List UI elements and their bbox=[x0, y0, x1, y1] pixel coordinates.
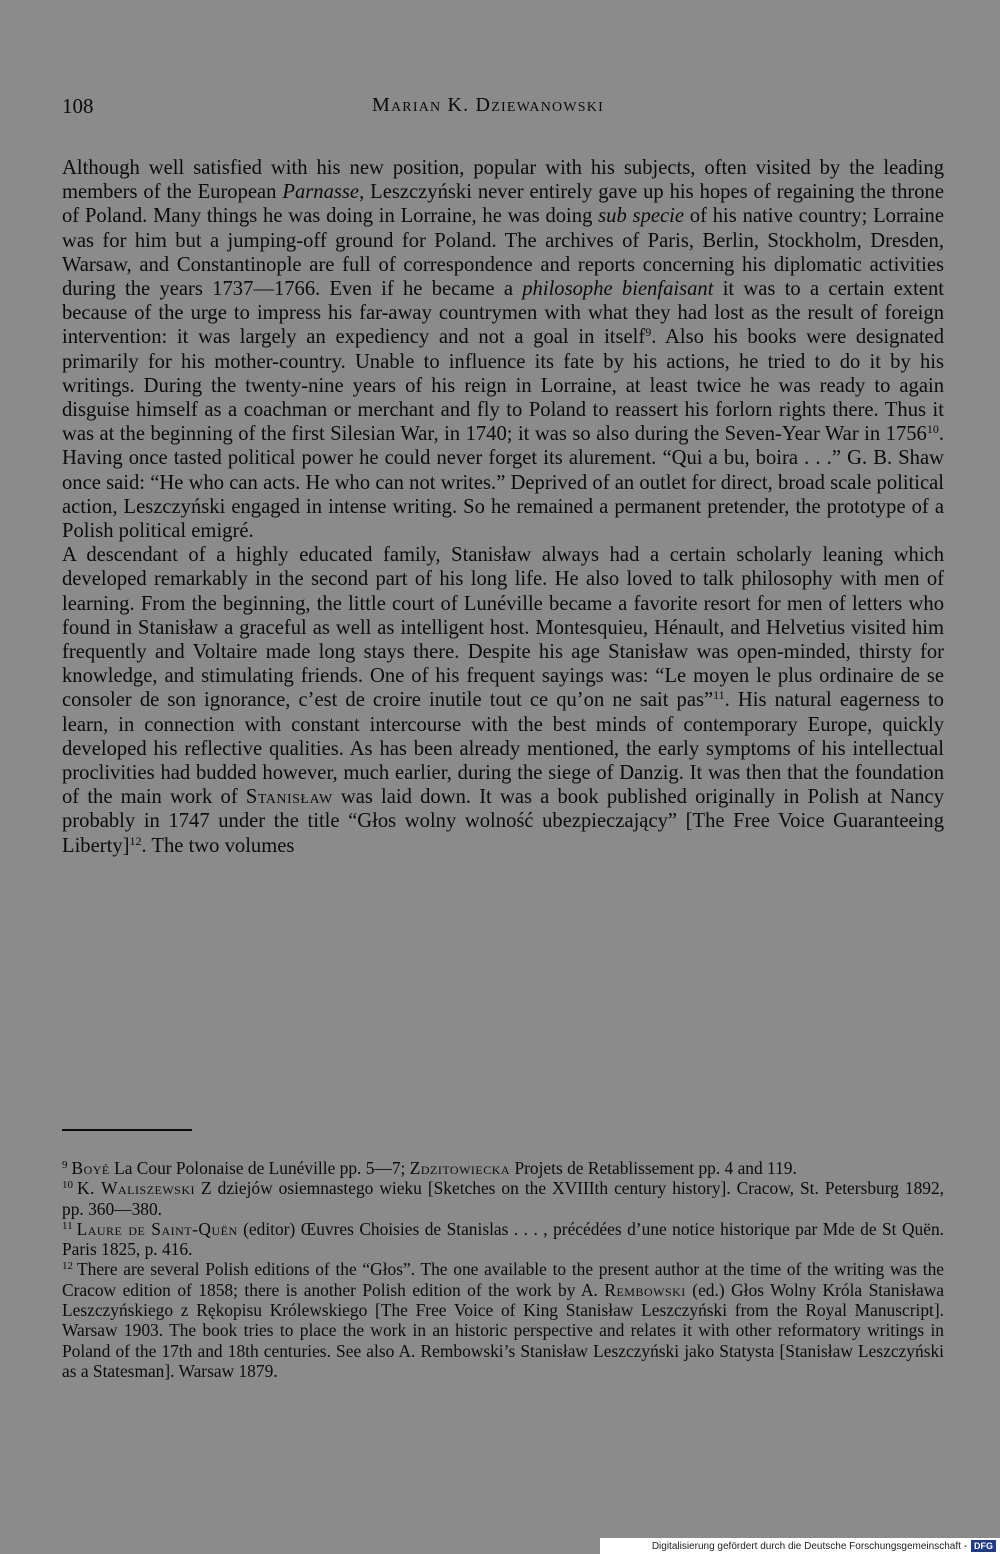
footnote-mark: 9 bbox=[62, 1159, 68, 1171]
text-span: was laid down. It was a book published originally in Polish at Nancy probably in 1747 under the title “Głos wolny wolność ubezpieczający” [The Free Voice Guaranteeing Liberty] bbox=[62, 786, 944, 857]
footnote-ref-12[interactable]: 12 bbox=[129, 833, 142, 848]
footnote-author: Rembowski bbox=[604, 1279, 686, 1300]
footnote-ref-10[interactable]: 10 bbox=[926, 422, 939, 437]
text-span: . The two volumes bbox=[141, 834, 295, 857]
footnotes bbox=[62, 1158, 944, 1381]
footnote-ref-9[interactable]: 9 bbox=[645, 325, 652, 340]
footnote-author: K. Waliszewski bbox=[77, 1178, 195, 1199]
italic-term: sub specie bbox=[598, 205, 685, 228]
paragraph-1 bbox=[62, 156, 944, 543]
text-span: . His natural eagerness to learn, in connection with constant intercourse with the best minds of contemporary Europe, quickly developed his reflective qualities. As has been already mentioned, the early symptoms of his intellectual proclivities had budded however, much earlier, during the siege of Danzig. It was then that the foundation of the main work of bbox=[62, 689, 944, 809]
credit-text: Digitalisierung gefördert durch die Deutsche Forschungsgemeinschaft - bbox=[651, 1540, 967, 1552]
footnote-mark: 12 bbox=[62, 1260, 73, 1273]
footnote-text: Z dziejów osiemnastego wieku [Sketches on the XVIIIth century history]. Cracow, St. Petersburg 1892, pp. 360—380. bbox=[62, 1178, 945, 1219]
body-text bbox=[62, 156, 944, 858]
footnote-author: Zdzitowiecka bbox=[409, 1158, 511, 1178]
footnote-author: Boyé bbox=[71, 1158, 110, 1178]
text-span: Although well satisfied with his new position, popular with his subjects, often visited by the leading members of the European bbox=[62, 157, 944, 204]
text-span: , Leszczyński never entirely gave up his hopes of regaining the throne of Poland. Many things he was doing in Lorraine, he was doing bbox=[62, 181, 944, 228]
text-span: . Also his books were designated primarily for his mother-country. Unable to influence its fate by his actions, he tried to do it by his writings. During the twenty-nine years of his reign in Lorraine, at least twice he was ready to again disguise himself as a coachman or merchant and fly to Poland to reassert his forlorn rights there. Thus it was at the beginning of the first Silesian War, in 1740; it was so also during the Seven-Year War in 1756 bbox=[62, 326, 944, 446]
page-number: 108 bbox=[62, 94, 94, 118]
small-caps-name: Stanisław bbox=[245, 786, 333, 809]
footnote-author: Laure de Saint-Quën bbox=[76, 1218, 238, 1239]
footnote-mark: 10 bbox=[62, 1179, 73, 1192]
digitization-credit bbox=[600, 1538, 1000, 1554]
text-span: . Having once tasted political power he could never forget its alurement. “Qui a bu, boira . . .” G. B. Shaw once said: “He who can acts. He who can not writes.” Deprived of an outlet for direct, broad scale political action, Leszczyński engaged in intense writing. So he remained a permanent pretender, the prototype of a Polish political emigré. bbox=[62, 423, 944, 543]
footnote-9 bbox=[62, 1158, 944, 1178]
footnote-text: There are several Polish editions of the “Głos”. The one available to the present author at the time of the writing was the Cracow edition of 1858; there is another Polish edition of the work by A. bbox=[62, 1259, 944, 1300]
italic-term: Parnasse bbox=[282, 181, 360, 204]
text-span: of his native country; Lorraine was for him but a jumping-off ground for Poland. The archives of Paris, Berlin, Stockholm, Dresden, Warsaw, and Constantinople are full of correspondence and reports concerning his diplomatic activities during the years 1737—1766. Even if he became a bbox=[62, 205, 944, 301]
footnote-text: La Cour Polonaise de Lunéville pp. 5—7; bbox=[109, 1158, 410, 1178]
footnote-text: (ed.) Głos Wolny Króla Stanisława Leszczyńskiego z Rękopisu Królewskiego [The Free Voice of King Stanisław Leszczyński from the Royal Manuscript]. Warsaw 1903. The book tries to place the work in an historic perspective and relates it with other reformatory writings in Poland of the 17th and 18th centuries. See also A. Rembowski’s Stanisław Leszczyński jako Statysta [Stanisław Leszczyński as a Statesman]. Warsaw 1879. bbox=[62, 1279, 944, 1381]
text-span: A descendant of a highly educated family, Stanisław always had a certain scholarly leaning which developed remarkably in the second part of his long life. He also loved to talk philosophy with men of learning. From the beginning, the little court of Lunéville became a favorite resort for men of letters who found in Stanisław a graceful as well as intelligent host. Montesquieu, Hénault, and Helvetius visited him frequently and Voltaire made long stays there. Despite his age Stanisław was open-minded, thirsty for knowledge, and stimulating friends. One of his frequent sayings was: “Le moyen le plus ordinaire de se consoler de son ignorance, c’est de croire inutile tout ce qu’on ne sait pas” bbox=[62, 544, 944, 712]
paragraph-2 bbox=[62, 543, 944, 858]
text-span: it was to a certain extent because of the urge to impress his far-away countrymen with what they had lost as the result of foreign intervention: it was largely an expediency and not a goal in itself bbox=[62, 278, 944, 349]
footnote-ref-11[interactable]: 11 bbox=[713, 688, 725, 703]
footnote-11 bbox=[62, 1219, 944, 1260]
italic-term: philosophe bienfaisant bbox=[522, 278, 714, 301]
footnote-text: Projets de Retablissement pp. 4 and 119. bbox=[510, 1158, 797, 1178]
footnote-text: (editor) Œuvres Choisies de Stanislas . . . , précédées d’une notice historique par Mde de St Quën. Paris 1825, p. 416. bbox=[62, 1218, 944, 1260]
running-head: Marian K. Dziewanowski bbox=[372, 94, 604, 116]
footnote-rule bbox=[62, 1129, 192, 1131]
footnote-12 bbox=[62, 1259, 944, 1381]
footnote-10 bbox=[62, 1178, 944, 1219]
footnote-mark: 11 bbox=[62, 1219, 73, 1232]
dfg-logo-icon: DFG bbox=[971, 1540, 996, 1552]
